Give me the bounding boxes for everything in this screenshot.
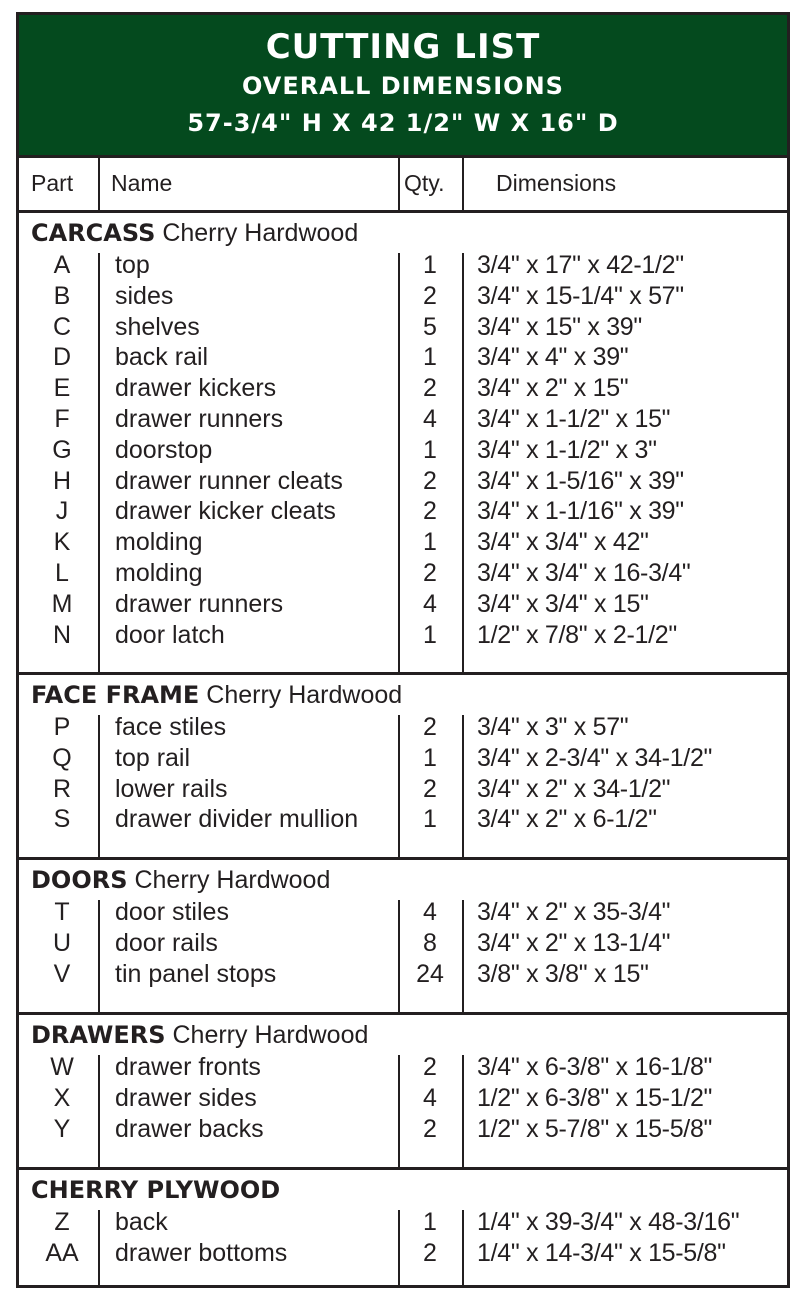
cell-qty: 5 — [423, 312, 437, 341]
cell-name: lower rails — [115, 774, 228, 803]
section-name: CHERRY PLYWOOD — [31, 1176, 281, 1204]
table-row — [19, 1053, 787, 1084]
cell-qty: 2 — [423, 559, 437, 587]
section-title — [31, 1176, 280, 1205]
cell-qty: 4 — [423, 1083, 437, 1112]
table-row — [19, 590, 787, 621]
cell-qty: 2 — [423, 374, 437, 403]
section-title — [31, 681, 402, 710]
section-material: Cherry Hardwood — [162, 219, 359, 247]
cell-part: Q — [52, 743, 72, 772]
cell-dim: 3/4" x 2" x 13-1/4" — [477, 928, 671, 957]
cell-part: T — [54, 898, 70, 926]
column-divider — [462, 158, 464, 213]
cell-dim: 3/4" x 1-5/16" x 39" — [477, 466, 684, 495]
cell-part: F — [54, 405, 70, 433]
section-name: FACE FRAME — [31, 681, 200, 709]
table-row — [19, 805, 787, 836]
column-qty: Qty. — [404, 170, 445, 196]
cell-part: A — [53, 251, 71, 279]
cell-qty: 4 — [423, 589, 437, 618]
cell-dim: 3/4" x 2" x 34-1/2" — [477, 774, 671, 803]
cell-part: AA — [45, 1238, 79, 1267]
cell-qty: 2 — [423, 1053, 437, 1081]
table-row — [19, 1239, 787, 1270]
column-divider — [98, 158, 100, 213]
cell-name: molding — [115, 559, 203, 587]
table-row — [19, 282, 787, 313]
table-row — [19, 436, 787, 467]
cell-name: drawer runners — [115, 405, 284, 433]
table-row — [19, 374, 787, 405]
cell-name: door latch — [115, 620, 225, 649]
cell-dim: 3/4" x 2" x 6-1/2" — [477, 805, 657, 834]
section-divider — [19, 1012, 787, 1015]
cell-dim: 3/4" x 3" x 57" — [477, 713, 629, 741]
cell-part: P — [53, 713, 71, 741]
cell-part: J — [55, 497, 69, 526]
cell-part: H — [52, 466, 72, 495]
cell-dim: 3/4" x 2" x 35-3/4" — [477, 898, 671, 926]
cell-dim: 3/4" x 3/4" x 15" — [477, 589, 649, 618]
cell-qty: 8 — [423, 928, 437, 957]
cell-dim: 1/4" x 14-3/4" x 15-5/8" — [477, 1238, 726, 1267]
section-divider — [19, 857, 787, 860]
section-title — [31, 219, 358, 248]
cell-part: M — [51, 589, 73, 618]
cell-dim: 3/4" x 2-3/4" x 34-1/2" — [477, 743, 713, 772]
cell-qty: 1 — [423, 1208, 437, 1236]
table-row — [19, 1084, 787, 1115]
table-row — [19, 313, 787, 344]
table-row — [19, 467, 787, 498]
subtitle: OVERALL DIMENSIONS — [242, 72, 564, 100]
cell-dim: 3/4" x 3/4" x 16-3/4" — [477, 559, 691, 587]
cell-name: shelves — [115, 312, 200, 341]
table-row — [19, 898, 787, 929]
cell-qty: 2 — [423, 1238, 437, 1267]
section-divider — [19, 1167, 787, 1170]
table-row — [19, 1115, 787, 1146]
cell-name: drawer kickers — [115, 374, 277, 403]
cell-part: L — [55, 559, 69, 587]
overall-dimensions: 57-3/4" H X 42 1/2" W X 16" D — [187, 109, 619, 137]
cell-name: door rails — [115, 928, 218, 957]
cell-part: Z — [54, 1208, 70, 1236]
header-banner — [19, 15, 787, 155]
cell-qty: 2 — [423, 713, 437, 741]
section-title — [31, 1021, 368, 1050]
cell-dim: 3/4" x 6-3/8" x 16-1/8" — [477, 1053, 713, 1081]
cell-qty: 2 — [423, 466, 437, 495]
cell-dim: 3/4" x 15" x 39" — [477, 312, 642, 341]
cell-part: V — [53, 959, 71, 988]
title: CUTTING LIST — [265, 27, 541, 67]
cell-qty: 4 — [423, 898, 437, 926]
cell-dim: 1/2" x 6-3/8" x 15-1/2" — [477, 1083, 713, 1112]
cell-name: drawer runners — [115, 589, 284, 618]
cell-qty: 1 — [423, 528, 437, 557]
cell-dim: 3/4" x 1-1/2" x 15" — [477, 405, 671, 433]
cell-qty: 1 — [423, 435, 437, 464]
cell-part: N — [52, 620, 72, 649]
table-row — [19, 405, 787, 436]
cell-part: U — [52, 928, 72, 957]
cell-qty: 1 — [423, 343, 437, 372]
cell-part: B — [53, 281, 71, 310]
cell-part: S — [53, 805, 71, 834]
cell-dim: 3/8" x 3/8" x 15" — [477, 959, 649, 988]
cutting-list-table — [16, 12, 790, 1288]
table-row — [19, 713, 787, 744]
table-row — [19, 960, 787, 991]
cell-name: drawer bottoms — [115, 1238, 288, 1267]
cell-qty: 4 — [423, 405, 437, 433]
column-header-row — [19, 155, 787, 213]
cell-part: W — [50, 1053, 74, 1081]
cell-part: Y — [53, 1114, 71, 1143]
cell-part: E — [53, 374, 71, 403]
table-row — [19, 343, 787, 374]
cell-part: R — [52, 774, 72, 803]
table-row — [19, 775, 787, 806]
cell-qty: 1 — [423, 620, 437, 649]
cell-name: top — [115, 251, 150, 279]
section-material: Cherry Hardwood — [134, 866, 331, 894]
cell-dim: 3/4" x 4" x 39" — [477, 343, 629, 372]
cell-name: drawer sides — [115, 1083, 257, 1112]
column-part: Part — [31, 170, 74, 196]
table-row — [19, 621, 787, 652]
cell-part: G — [52, 435, 72, 464]
cell-qty: 2 — [423, 774, 437, 803]
section-name: DRAWERS — [31, 1021, 166, 1049]
section-name: DOORS — [31, 866, 128, 894]
section-divider — [19, 672, 787, 675]
cell-dim: 1/2" x 5-7/8" x 15-5/8" — [477, 1114, 713, 1143]
column-name: Name — [111, 170, 173, 196]
cell-name: drawer kicker cleats — [115, 497, 336, 526]
table-row — [19, 497, 787, 528]
cell-qty: 2 — [423, 1114, 437, 1143]
cell-dim: 3/4" x 3/4" x 42" — [477, 528, 649, 557]
cell-name: top rail — [115, 743, 191, 772]
cell-qty: 24 — [416, 959, 444, 988]
cell-name: tin panel stops — [115, 959, 277, 988]
table-row — [19, 929, 787, 960]
cell-qty: 2 — [423, 281, 437, 310]
cell-part: D — [52, 343, 72, 372]
cell-dim: 1/2" x 7/8" x 2-1/2" — [477, 620, 677, 649]
cell-name: door stiles — [115, 898, 229, 926]
cell-qty: 2 — [423, 497, 437, 526]
cell-part: X — [53, 1083, 71, 1112]
section-name: CARCASS — [31, 219, 156, 247]
column-divider — [398, 158, 400, 213]
cell-name: drawer backs — [115, 1114, 264, 1143]
cell-qty: 1 — [423, 743, 437, 772]
cell-name: drawer divider mullion — [115, 805, 359, 834]
cell-dim: 1/4" x 39-3/4" x 48-3/16" — [477, 1208, 740, 1236]
section-material: Cherry Hardwood — [172, 1021, 369, 1049]
cell-part: C — [52, 312, 72, 341]
cell-dim: 3/4" x 1-1/16" x 39" — [477, 497, 684, 526]
column-dimensions: Dimensions — [496, 170, 617, 196]
table-row — [19, 528, 787, 559]
cell-dim: 3/4" x 17" x 42-1/2" — [477, 251, 684, 279]
cell-qty: 1 — [423, 805, 437, 834]
table-row — [19, 744, 787, 775]
cell-dim: 3/4" x 2" x 15" — [477, 374, 629, 403]
cell-name: sides — [115, 281, 174, 310]
cell-name: molding — [115, 528, 203, 557]
cell-dim: 3/4" x 15-1/4" x 57" — [477, 281, 684, 310]
cell-qty: 1 — [423, 251, 437, 279]
table-row — [19, 1208, 787, 1239]
cell-name: back — [115, 1208, 168, 1236]
table-row — [19, 251, 787, 282]
cell-dim: 3/4" x 1-1/2" x 3" — [477, 435, 657, 464]
table-row — [19, 559, 787, 590]
cell-name: drawer runner cleats — [115, 466, 343, 495]
section-material: Cherry Hardwood — [206, 681, 403, 709]
cell-name: drawer fronts — [115, 1053, 261, 1081]
cell-name: face stiles — [115, 713, 227, 741]
cell-part: K — [53, 528, 71, 557]
cell-name: back rail — [115, 343, 209, 372]
cell-name: doorstop — [115, 435, 213, 464]
section-title — [31, 866, 330, 895]
